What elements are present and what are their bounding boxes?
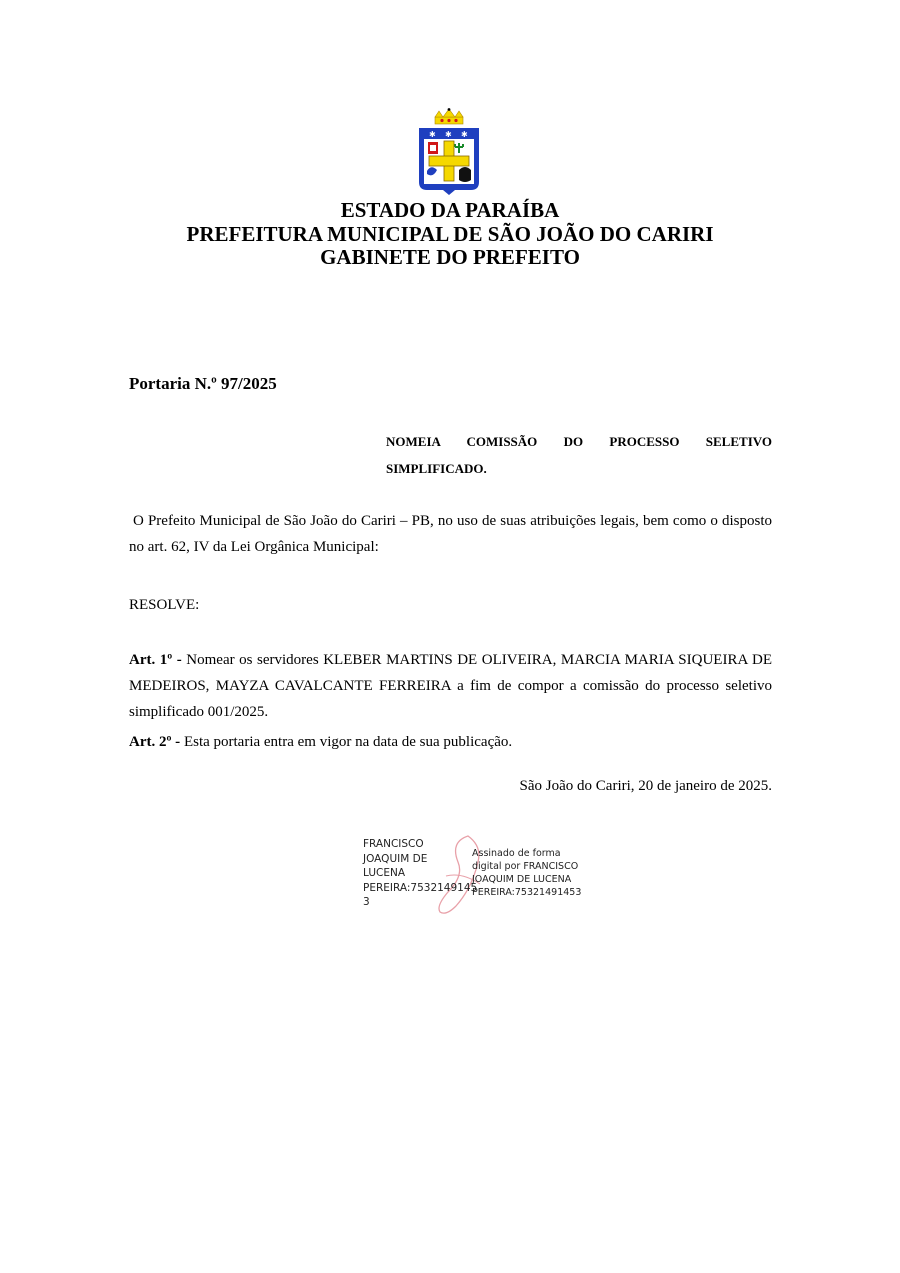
- svg-text:✱: ✱: [445, 130, 452, 139]
- preamble-paragraph: O Prefeito Municipal de São João do Cariri – PB, no uso de suas atribuições legais, bem como o disposto no art. 62, IV da Lei Orgânica Municipal:: [129, 513, 772, 555]
- ementa-line-1: NOMEIA COMISSÃO DO PROCESSO SELETIVO: [386, 434, 772, 449]
- ementa-line-2: SIMPLIFICADO.: [386, 461, 487, 476]
- article-1: [129, 647, 772, 725]
- header-state: ESTADO DA PARAÍBA: [340, 198, 560, 222]
- article-2-text: Esta portaria entra em vigor na data de sua publicação.: [180, 734, 513, 750]
- ementa: [386, 428, 772, 482]
- article-1-text: Nomear os servidores KLEBER MARTINS DE OLIVEIRA, MARCIA MARIA SIQUEIRA DE MEDEIROS, MAYZA CAVALCANTE FERREIRA a fim de compor a comissão do processo seletivo simplificado 001/2025.: [129, 652, 772, 720]
- article-1-label: Art. 1º -: [129, 652, 182, 668]
- place-and-date: São João do Cariri, 20 de janeiro de 2025.: [519, 778, 772, 794]
- resolve-heading: RESOLVE:: [129, 597, 200, 613]
- signature-detail: Assinado de forma digital por FRANCISCO JOAQUIM DE LUCENA PEREIRA:75321491453: [472, 848, 582, 898]
- signer-name: FRANCISCO JOAQUIM DE LUCENA PEREIRA:7532149145 3: [363, 838, 478, 909]
- svg-text:✱: ✱: [429, 130, 436, 139]
- article-2-label: Art. 2º -: [129, 734, 181, 750]
- municipal-crest-icon: [415, 108, 483, 196]
- document-header: [0, 199, 900, 270]
- header-municipality: PREFEITURA MUNICIPAL DE SÃO JOÃO DO CARIRI: [186, 221, 714, 246]
- portaria-number: Portaria N.º 97/2025: [129, 374, 277, 393]
- svg-text:✱: ✱: [461, 130, 468, 139]
- header-office: GABINETE DO PREFEITO: [320, 245, 580, 269]
- article-2: [129, 729, 772, 755]
